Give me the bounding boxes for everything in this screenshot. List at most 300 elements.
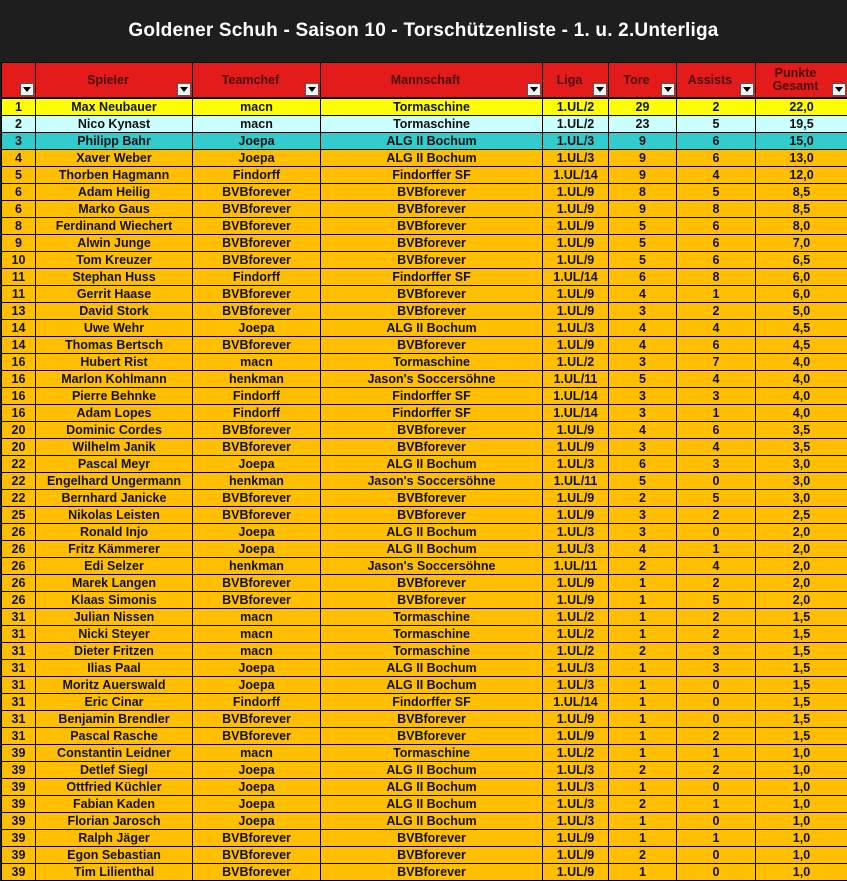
manager-cell: Joepa — [193, 677, 321, 694]
team-cell: ALG II Bochum — [321, 677, 543, 694]
team-cell: ALG II Bochum — [321, 813, 543, 830]
title-bar — [0, 0, 847, 62]
league-cell: 1.UL/3 — [543, 762, 609, 779]
manager-cell: macn — [193, 626, 321, 643]
league-cell: 1.UL/14 — [543, 388, 609, 405]
rank-cell: 6 — [2, 201, 36, 218]
league-cell: 1.UL/9 — [543, 490, 609, 507]
league-cell: 1.UL/11 — [543, 473, 609, 490]
rank-cell: 1 — [2, 98, 36, 116]
goals-cell: 23 — [609, 116, 677, 133]
manager-cell: Joepa — [193, 456, 321, 473]
table-row — [2, 762, 847, 779]
player-cell: Adam Heilig — [36, 184, 193, 201]
league-cell: 1.UL/2 — [543, 643, 609, 660]
column-header-label: Assists — [677, 74, 755, 87]
manager-cell: BVBforever — [193, 575, 321, 592]
goals-cell: 3 — [609, 303, 677, 320]
manager-cell: macn — [193, 98, 321, 116]
assists-cell: 0 — [677, 847, 756, 864]
team-cell: Tormaschine — [321, 354, 543, 371]
rank-cell: 9 — [2, 235, 36, 252]
points-cell: 3,5 — [756, 422, 847, 439]
player-cell: Hubert Rist — [36, 354, 193, 371]
manager-cell: Findorff — [193, 167, 321, 184]
manager-cell: macn — [193, 609, 321, 626]
assists-cell: 2 — [677, 728, 756, 745]
chevron-down-icon — [180, 87, 188, 92]
points-cell: 1,5 — [756, 660, 847, 677]
rank-cell: 13 — [2, 303, 36, 320]
team-cell: ALG II Bochum — [321, 456, 543, 473]
team-cell: BVBforever — [321, 252, 543, 269]
assists-cell: 2 — [677, 626, 756, 643]
header-row — [2, 63, 847, 99]
points-cell: 3,0 — [756, 490, 847, 507]
player-cell: Uwe Wehr — [36, 320, 193, 337]
points-cell: 1,0 — [756, 762, 847, 779]
goals-cell: 3 — [609, 507, 677, 524]
points-cell: 4,0 — [756, 405, 847, 422]
table-row — [2, 830, 847, 847]
manager-cell: BVBforever — [193, 847, 321, 864]
assists-cell: 3 — [677, 643, 756, 660]
manager-cell: BVBforever — [193, 864, 321, 881]
column-header-league — [543, 63, 609, 99]
rank-cell: 31 — [2, 626, 36, 643]
assists-cell: 0 — [677, 779, 756, 796]
manager-cell: BVBforever — [193, 422, 321, 439]
goals-cell: 3 — [609, 388, 677, 405]
league-cell: 1.UL/14 — [543, 694, 609, 711]
league-cell: 1.UL/2 — [543, 354, 609, 371]
goals-cell: 1 — [609, 745, 677, 762]
player-cell: Benjamin Brendler — [36, 711, 193, 728]
table-row — [2, 694, 847, 711]
rank-cell: 14 — [2, 337, 36, 354]
chevron-down-icon — [743, 87, 751, 92]
rank-cell: 39 — [2, 830, 36, 847]
league-cell: 1.UL/9 — [543, 507, 609, 524]
player-cell: Marko Gaus — [36, 201, 193, 218]
rank-cell: 22 — [2, 490, 36, 507]
manager-cell: BVBforever — [193, 592, 321, 609]
rank-cell: 39 — [2, 813, 36, 830]
table-row — [2, 507, 847, 524]
team-cell: BVBforever — [321, 711, 543, 728]
league-cell: 1.UL/9 — [543, 422, 609, 439]
assists-cell: 4 — [677, 371, 756, 388]
table-row — [2, 252, 847, 269]
league-cell: 1.UL/9 — [543, 711, 609, 728]
team-cell: Findorffer SF — [321, 694, 543, 711]
filter-dropdown-player[interactable] — [177, 83, 191, 96]
goals-cell: 5 — [609, 235, 677, 252]
points-cell: 1,5 — [756, 677, 847, 694]
points-cell: 1,5 — [756, 694, 847, 711]
team-cell: ALG II Bochum — [321, 660, 543, 677]
player-cell: Klaas Simonis — [36, 592, 193, 609]
team-cell: Tormaschine — [321, 609, 543, 626]
team-cell: BVBforever — [321, 575, 543, 592]
assists-cell: 6 — [677, 422, 756, 439]
team-cell: ALG II Bochum — [321, 524, 543, 541]
league-cell: 1.UL/14 — [543, 405, 609, 422]
rank-cell: 31 — [2, 609, 36, 626]
player-cell: Alwin Junge — [36, 235, 193, 252]
league-cell: 1.UL/2 — [543, 116, 609, 133]
filter-dropdown-points[interactable] — [832, 83, 846, 96]
league-cell: 1.UL/3 — [543, 660, 609, 677]
manager-cell: BVBforever — [193, 728, 321, 745]
table-row — [2, 490, 847, 507]
table-row — [2, 575, 847, 592]
league-cell: 1.UL/2 — [543, 609, 609, 626]
goals-cell: 1 — [609, 728, 677, 745]
column-header-assists — [677, 63, 756, 99]
goals-cell: 4 — [609, 541, 677, 558]
points-cell: 1,0 — [756, 830, 847, 847]
player-cell: Thorben Hagmann — [36, 167, 193, 184]
player-cell: Egon Sebastian — [36, 847, 193, 864]
goals-cell: 2 — [609, 796, 677, 813]
assists-cell: 4 — [677, 439, 756, 456]
column-header-points — [756, 63, 847, 99]
points-cell: 19,5 — [756, 116, 847, 133]
table-row — [2, 439, 847, 456]
table-row — [2, 201, 847, 218]
team-cell: BVBforever — [321, 184, 543, 201]
player-cell: Ottfried Küchler — [36, 779, 193, 796]
assists-cell: 5 — [677, 490, 756, 507]
player-cell: Marlon Kohlmann — [36, 371, 193, 388]
assists-cell: 6 — [677, 150, 756, 167]
player-cell: Gerrit Haase — [36, 286, 193, 303]
manager-cell: BVBforever — [193, 218, 321, 235]
table-row — [2, 286, 847, 303]
rank-cell: 22 — [2, 456, 36, 473]
points-cell: 2,0 — [756, 558, 847, 575]
rank-cell: 25 — [2, 507, 36, 524]
assists-cell: 0 — [677, 473, 756, 490]
goals-cell: 1 — [609, 694, 677, 711]
table-row — [2, 711, 847, 728]
table-row — [2, 371, 847, 388]
league-cell: 1.UL/3 — [543, 524, 609, 541]
assists-cell: 4 — [677, 167, 756, 184]
league-cell: 1.UL/9 — [543, 235, 609, 252]
league-cell: 1.UL/9 — [543, 286, 609, 303]
team-cell: BVBforever — [321, 592, 543, 609]
manager-cell: Joepa — [193, 320, 321, 337]
rank-cell: 39 — [2, 762, 36, 779]
table-row — [2, 98, 847, 116]
points-cell: 3,0 — [756, 473, 847, 490]
table-row — [2, 660, 847, 677]
goals-cell: 1 — [609, 779, 677, 796]
assists-cell: 0 — [677, 813, 756, 830]
rank-cell: 31 — [2, 711, 36, 728]
points-cell: 4,5 — [756, 337, 847, 354]
goals-cell: 2 — [609, 847, 677, 864]
league-cell: 1.UL/9 — [543, 575, 609, 592]
manager-cell: BVBforever — [193, 286, 321, 303]
points-cell: 7,0 — [756, 235, 847, 252]
points-cell: 1,0 — [756, 864, 847, 881]
points-label-line2: Gesamt — [773, 79, 819, 93]
table-row — [2, 269, 847, 286]
assists-cell: 1 — [677, 541, 756, 558]
player-cell: Ralph Jäger — [36, 830, 193, 847]
manager-cell: Joepa — [193, 762, 321, 779]
team-cell: BVBforever — [321, 830, 543, 847]
player-cell: Constantin Leidner — [36, 745, 193, 762]
table-row — [2, 745, 847, 762]
table-row — [2, 558, 847, 575]
goals-cell: 4 — [609, 422, 677, 439]
rank-cell: 11 — [2, 269, 36, 286]
player-cell: Nico Kynast — [36, 116, 193, 133]
goals-cell: 3 — [609, 524, 677, 541]
league-cell: 1.UL/3 — [543, 796, 609, 813]
points-cell: 2,0 — [756, 575, 847, 592]
player-cell: Detlef Siegl — [36, 762, 193, 779]
manager-cell: Joepa — [193, 779, 321, 796]
manager-cell: BVBforever — [193, 490, 321, 507]
manager-cell: Joepa — [193, 660, 321, 677]
points-cell: 1,0 — [756, 796, 847, 813]
table-row — [2, 677, 847, 694]
player-cell: Tom Kreuzer — [36, 252, 193, 269]
table-row — [2, 473, 847, 490]
manager-cell: Findorff — [193, 388, 321, 405]
player-cell: Marek Langen — [36, 575, 193, 592]
points-cell: 1,5 — [756, 643, 847, 660]
rank-cell: 16 — [2, 405, 36, 422]
assists-cell: 8 — [677, 201, 756, 218]
player-cell: Nikolas Leisten — [36, 507, 193, 524]
rank-cell: 4 — [2, 150, 36, 167]
table-row — [2, 388, 847, 405]
team-cell: ALG II Bochum — [321, 133, 543, 150]
chevron-down-icon — [530, 87, 538, 92]
goals-cell: 1 — [609, 830, 677, 847]
team-cell: ALG II Bochum — [321, 541, 543, 558]
league-cell: 1.UL/3 — [543, 541, 609, 558]
league-cell: 1.UL/2 — [543, 745, 609, 762]
team-cell: BVBforever — [321, 422, 543, 439]
goals-cell: 4 — [609, 286, 677, 303]
table-row — [2, 133, 847, 150]
player-cell: Moritz Auerswald — [36, 677, 193, 694]
table-row — [2, 779, 847, 796]
team-cell: ALG II Bochum — [321, 320, 543, 337]
team-cell: BVBforever — [321, 218, 543, 235]
points-cell: 22,0 — [756, 98, 847, 116]
chevron-down-icon — [664, 87, 672, 92]
filter-dropdown-assists[interactable] — [740, 83, 754, 96]
manager-cell: Joepa — [193, 541, 321, 558]
goals-cell: 4 — [609, 337, 677, 354]
assists-cell: 6 — [677, 218, 756, 235]
rank-cell: 20 — [2, 439, 36, 456]
manager-cell: Joepa — [193, 796, 321, 813]
player-cell: Pascal Rasche — [36, 728, 193, 745]
rank-cell: 14 — [2, 320, 36, 337]
page-title: Goldener Schuh - Saison 10 - Torschützenliste - 1. u. 2.Unterliga — [128, 20, 718, 42]
goals-cell: 6 — [609, 269, 677, 286]
player-cell: Ilias Paal — [36, 660, 193, 677]
goals-cell: 29 — [609, 98, 677, 116]
table-row — [2, 150, 847, 167]
league-cell: 1.UL/9 — [543, 592, 609, 609]
table-row — [2, 354, 847, 371]
assists-cell: 1 — [677, 796, 756, 813]
points-cell: 2,0 — [756, 592, 847, 609]
team-cell: BVBforever — [321, 864, 543, 881]
table-row — [2, 405, 847, 422]
column-header-player — [36, 63, 193, 99]
goals-cell: 1 — [609, 592, 677, 609]
player-cell: Ferdinand Wiechert — [36, 218, 193, 235]
table-row — [2, 813, 847, 830]
table-row — [2, 116, 847, 133]
rank-cell: 26 — [2, 541, 36, 558]
manager-cell: macn — [193, 745, 321, 762]
table-row — [2, 422, 847, 439]
goals-cell: 1 — [609, 813, 677, 830]
column-header-team — [321, 63, 543, 99]
team-cell: ALG II Bochum — [321, 762, 543, 779]
column-header-label: Spieler — [36, 74, 192, 87]
goals-cell: 1 — [609, 677, 677, 694]
league-cell: 1.UL/9 — [543, 184, 609, 201]
points-cell: 6,0 — [756, 269, 847, 286]
manager-cell: Joepa — [193, 813, 321, 830]
points-cell: 2,0 — [756, 524, 847, 541]
manager-cell: BVBforever — [193, 439, 321, 456]
filter-dropdown-team[interactable] — [527, 83, 541, 96]
team-cell: BVBforever — [321, 507, 543, 524]
assists-cell: 4 — [677, 320, 756, 337]
points-cell: 12,0 — [756, 167, 847, 184]
points-cell: 4,0 — [756, 371, 847, 388]
table-row — [2, 626, 847, 643]
team-cell: Tormaschine — [321, 745, 543, 762]
league-cell: 1.UL/9 — [543, 847, 609, 864]
goals-cell: 1 — [609, 575, 677, 592]
points-cell: 5,0 — [756, 303, 847, 320]
team-cell: ALG II Bochum — [321, 779, 543, 796]
column-header-label: Liga — [543, 74, 608, 87]
manager-cell: Joepa — [193, 133, 321, 150]
points-cell: 2,5 — [756, 507, 847, 524]
goals-cell: 4 — [609, 320, 677, 337]
filter-dropdown-league[interactable] — [593, 83, 607, 96]
points-cell: 6,0 — [756, 286, 847, 303]
player-cell: Stephan Huss — [36, 269, 193, 286]
manager-cell: BVBforever — [193, 830, 321, 847]
league-cell: 1.UL/9 — [543, 201, 609, 218]
chevron-down-icon — [23, 87, 31, 92]
team-cell: BVBforever — [321, 235, 543, 252]
goals-cell: 5 — [609, 371, 677, 388]
player-cell: Dieter Fritzen — [36, 643, 193, 660]
goals-cell: 5 — [609, 218, 677, 235]
rank-cell: 8 — [2, 218, 36, 235]
points-cell: 1,0 — [756, 847, 847, 864]
table-body — [2, 98, 847, 881]
table-row — [2, 456, 847, 473]
player-cell: Pascal Meyr — [36, 456, 193, 473]
player-cell: Julian Nissen — [36, 609, 193, 626]
rank-cell: 26 — [2, 558, 36, 575]
team-cell: Findorffer SF — [321, 269, 543, 286]
rank-cell: 20 — [2, 422, 36, 439]
rank-cell: 39 — [2, 847, 36, 864]
assists-cell: 0 — [677, 711, 756, 728]
manager-cell: Joepa — [193, 150, 321, 167]
assists-cell: 6 — [677, 235, 756, 252]
player-cell: Eric Cinar — [36, 694, 193, 711]
filter-dropdown-rank[interactable] — [20, 83, 34, 96]
assists-cell: 2 — [677, 303, 756, 320]
player-cell: Ronald Injo — [36, 524, 193, 541]
team-cell: BVBforever — [321, 728, 543, 745]
rank-cell: 16 — [2, 388, 36, 405]
league-cell: 1.UL/3 — [543, 133, 609, 150]
goals-cell: 1 — [609, 609, 677, 626]
manager-cell: Joepa — [193, 524, 321, 541]
filter-dropdown-goals[interactable] — [661, 83, 675, 96]
league-cell: 1.UL/3 — [543, 320, 609, 337]
table-row — [2, 320, 847, 337]
rank-cell: 39 — [2, 745, 36, 762]
player-cell: Florian Jarosch — [36, 813, 193, 830]
table-row — [2, 728, 847, 745]
assists-cell: 3 — [677, 388, 756, 405]
player-cell: Fritz Kämmerer — [36, 541, 193, 558]
player-cell: Xaver Weber — [36, 150, 193, 167]
filter-dropdown-manager[interactable] — [305, 83, 319, 96]
points-cell: 8,0 — [756, 218, 847, 235]
rank-cell: 31 — [2, 643, 36, 660]
assists-cell: 6 — [677, 337, 756, 354]
league-cell: 1.UL/2 — [543, 98, 609, 116]
assists-cell: 2 — [677, 98, 756, 116]
column-header-label: Teamchef — [193, 74, 320, 87]
league-cell: 1.UL/9 — [543, 337, 609, 354]
rank-cell: 26 — [2, 592, 36, 609]
table-row — [2, 337, 847, 354]
player-cell: Engelhard Ungermann — [36, 473, 193, 490]
league-cell: 1.UL/11 — [543, 371, 609, 388]
goals-cell: 5 — [609, 473, 677, 490]
goals-cell: 9 — [609, 201, 677, 218]
points-cell: 2,0 — [756, 541, 847, 558]
table-row — [2, 167, 847, 184]
points-cell: 8,5 — [756, 184, 847, 201]
rank-cell: 39 — [2, 796, 36, 813]
player-cell: David Stork — [36, 303, 193, 320]
points-cell: 4,0 — [756, 388, 847, 405]
team-cell: Jason's Soccersöhne — [321, 558, 543, 575]
team-cell: BVBforever — [321, 286, 543, 303]
goals-cell: 3 — [609, 405, 677, 422]
rank-cell: 39 — [2, 779, 36, 796]
points-cell: 15,0 — [756, 133, 847, 150]
table-row — [2, 218, 847, 235]
